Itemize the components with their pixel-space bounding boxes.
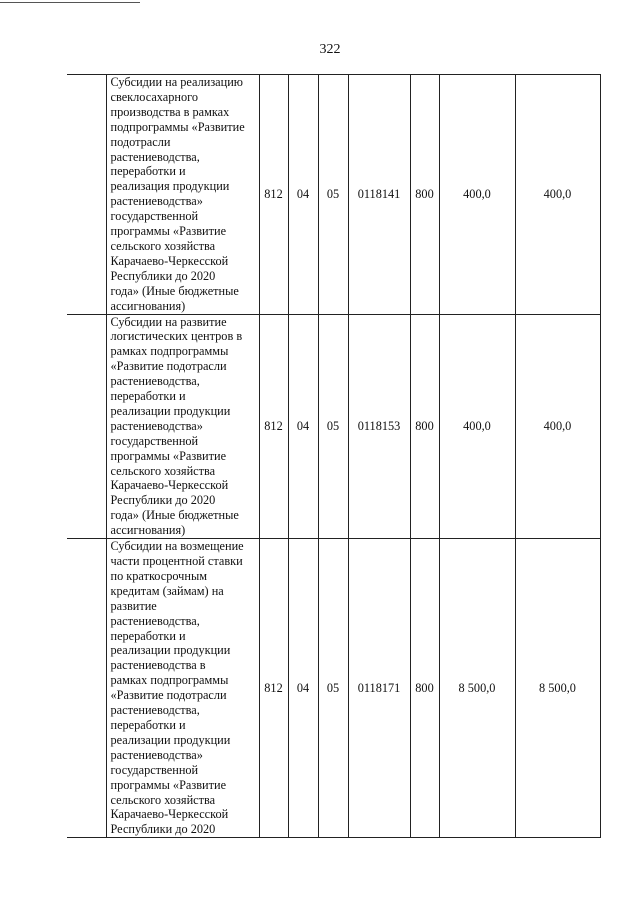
item-name-line: растениеводства, [110, 149, 200, 164]
ministry-code-cell: 812 [259, 539, 288, 838]
item-name-line: переработки и [110, 164, 186, 179]
amount-cell: 8 500,0 [515, 539, 600, 838]
subsection-code-cell: 05 [318, 75, 348, 315]
item-name-line: Республики до 2020 [110, 268, 216, 283]
section-code-cell: 04 [288, 539, 318, 838]
item-name-line: программы «Развитие [110, 777, 227, 792]
item-name-line: Субсидии на возмещение [110, 539, 244, 554]
item-name-line: Республики до 2020 [110, 822, 216, 837]
ministry-code-cell: 812 [259, 314, 288, 539]
item-name-line: реализации продукции [110, 732, 231, 747]
item-name-line: производства в рамках [110, 104, 230, 119]
item-name-line: сельского хозяйства [110, 463, 216, 478]
item-name-line: программы «Развитие [110, 224, 227, 239]
item-name-line: логистических центров в [110, 329, 243, 344]
item-name-line: Карачаево-Черкесской [110, 253, 229, 268]
item-name-line: подотрасли [110, 134, 171, 149]
item-name-line: Карачаево-Черкесской [110, 807, 229, 822]
top-rule [0, 2, 140, 3]
table-row [67, 75, 600, 315]
row-number-cell [67, 75, 106, 315]
item-name-line: растениеводства, [110, 374, 200, 389]
item-name-line: растениеводства, [110, 613, 200, 628]
item-name-cell [106, 75, 259, 315]
amount-cell: 8 500,0 [439, 539, 515, 838]
page-number: 322 [319, 42, 341, 57]
item-name-line: развитие [110, 598, 157, 613]
target-article-cell: 0118153 [348, 314, 410, 539]
item-name-line: растениеводства, [110, 703, 200, 718]
item-name-line: Субсидии на развитие [110, 314, 227, 329]
row-number-cell [67, 314, 106, 539]
item-name-line: ассигнования) [110, 523, 186, 538]
section-code-cell: 04 [288, 75, 318, 315]
item-name-cell [106, 314, 259, 539]
item-name-line: сельского хозяйства [110, 792, 216, 807]
ministry-code-cell: 812 [259, 75, 288, 315]
expense-type-cell: 800 [410, 539, 439, 838]
item-name-line: рамках подпрограммы [110, 673, 229, 688]
subsection-code-cell: 05 [318, 539, 348, 838]
item-name-line: кредитам (займам) на [110, 583, 224, 598]
amount-cell: 400,0 [515, 314, 600, 539]
item-name-line: года» (Иные бюджетные [110, 508, 239, 523]
expense-type-cell: 800 [410, 75, 439, 315]
row-number-cell [67, 539, 106, 838]
subsection-code-cell: 05 [318, 314, 348, 539]
item-name-line: Карачаево-Черкесской [110, 478, 229, 493]
item-name-line: реализации продукции [110, 403, 231, 418]
item-name-line: государственной [110, 762, 199, 777]
item-name-line: программы «Развитие [110, 448, 227, 463]
table-row [67, 314, 600, 539]
item-name-line: реализации продукции [110, 643, 231, 658]
item-name-line: растениеводства» [110, 747, 203, 762]
amount-cell: 400,0 [439, 314, 515, 539]
item-name-line: Субсидии на реализацию [110, 75, 243, 89]
section-code-cell: 04 [288, 314, 318, 539]
item-name-line: переработки и [110, 717, 186, 732]
item-name-line: государственной [110, 209, 199, 224]
item-name-line: Республики до 2020 [110, 493, 216, 508]
item-name-line: переработки и [110, 628, 186, 643]
item-name-line: года» (Иные бюджетные [110, 283, 239, 298]
target-article-cell: 0118171 [348, 539, 410, 838]
amount-cell: 400,0 [515, 75, 600, 315]
target-article-cell: 0118141 [348, 75, 410, 315]
item-name-line: растениеводства» [110, 194, 203, 209]
expense-type-cell: 800 [410, 314, 439, 539]
item-name-line: части процентной ставки [110, 554, 243, 568]
item-name-line: растениеводства» [110, 418, 203, 433]
item-name-line: государственной [110, 433, 199, 448]
item-name-line: реализация продукции [110, 179, 230, 194]
item-name-cell [106, 539, 259, 838]
item-name-line: «Развитие подотрасли [110, 688, 227, 703]
item-name-line: переработки и [110, 389, 186, 404]
item-name-line: «Развитие подотрасли [110, 359, 227, 374]
table-row [67, 539, 600, 838]
item-name-line: сельского хозяйства [110, 238, 216, 253]
item-name-line: ассигнования) [110, 298, 186, 313]
item-name-line: рамках подпрограммы [110, 344, 229, 359]
amount-cell: 400,0 [439, 75, 515, 315]
item-name-line: свеклосахарного [110, 89, 198, 104]
item-name-line: по краткосрочным [110, 568, 207, 583]
budget-table [67, 74, 601, 838]
item-name-line: подпрограммы «Развитие [110, 119, 245, 134]
item-name-line: растениеводства в [110, 658, 206, 673]
